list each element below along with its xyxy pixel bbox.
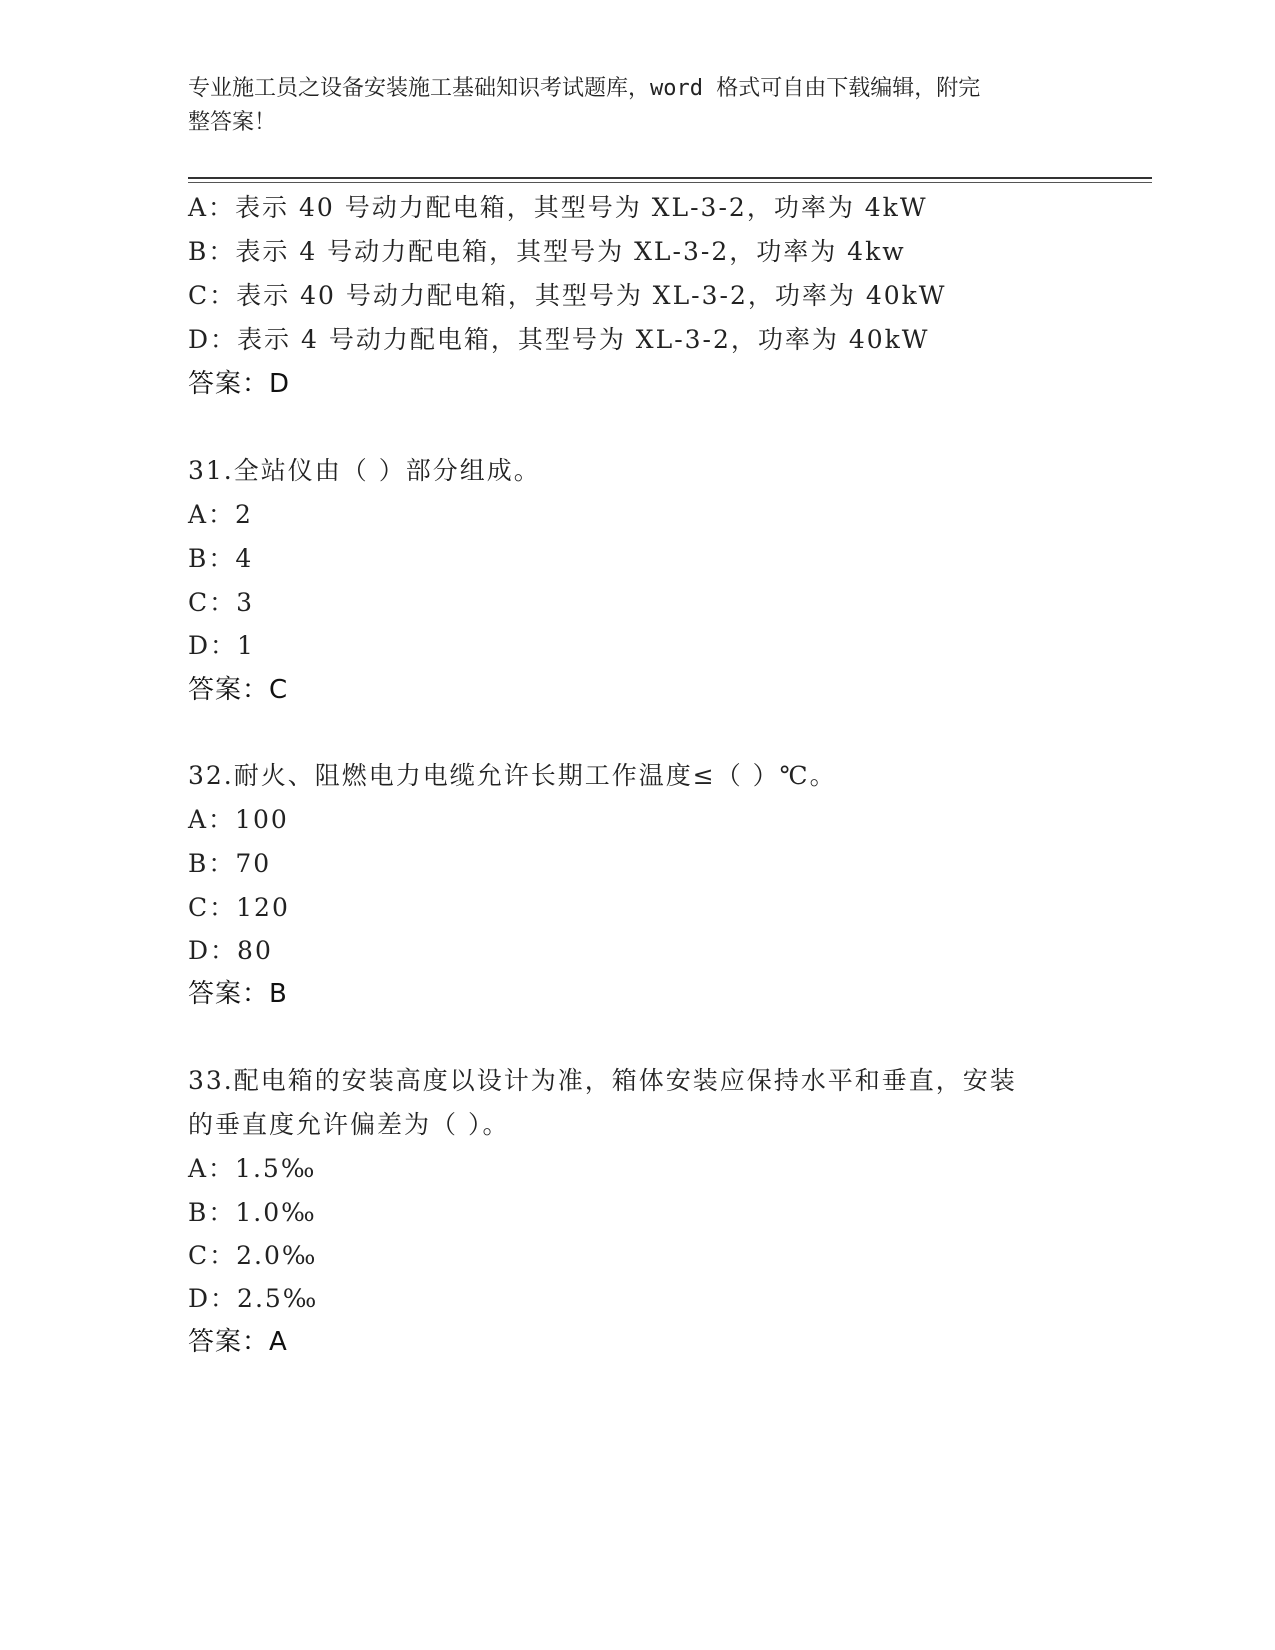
q33-option-c: C：2.0‰ (188, 1241, 318, 1270)
header-line-2: 整答案！ (188, 110, 277, 135)
q33-answer: 答案：A (188, 1327, 288, 1357)
q33-question-line-1: 33.配电箱的安装高度以设计为准，箱体安装应保持水平和垂直，安装 (188, 1066, 1017, 1095)
header-divider-thin (188, 182, 1152, 183)
q33-option-a: A：1.5‰ (188, 1154, 317, 1183)
q33-question-line-2: 的垂直度允许偏差为（ ）。 (188, 1110, 510, 1139)
q30-answer: 答案：D (188, 369, 291, 399)
q32-question: 32.耐火、阻燃电力电缆允许长期工作温度≤（ ）℃。 (188, 761, 837, 790)
q32-option-a: A：100 (188, 805, 289, 834)
q32-answer: 答案：B (188, 979, 288, 1009)
q31-option-a: A：2 (188, 500, 253, 529)
header-divider-thick (188, 177, 1152, 179)
header-line-1: 专业施工员之设备安装施工基础知识考试题库，word 格式可自由下载编辑，附完 (188, 76, 981, 101)
q30-option-d: D：表示 4 号动力配电箱，其型号为 XL-3-2，功率为 40kW (188, 325, 930, 354)
q31-option-b: B：4 (188, 544, 254, 573)
q30-option-a: A：表示 40 号动力配电箱，其型号为 XL-3-2，功率为 4kW (188, 193, 928, 222)
q30-option-c: C：表示 40 号动力配电箱，其型号为 XL-3-2，功率为 40kW (188, 281, 947, 310)
q31-option-c: C：3 (188, 588, 255, 617)
document-header (188, 72, 1088, 140)
q32-option-b: B：70 (188, 849, 272, 878)
q31-answer: 答案：C (188, 675, 289, 705)
q31-option-d: D：1 (188, 631, 255, 660)
q31-question: 31.全站仪由（ ）部分组成。 (188, 456, 541, 485)
q32-option-d: D：80 (188, 936, 273, 965)
q32-option-c: C：120 (188, 893, 290, 922)
q30-option-b: B：表示 4 号动力配电箱，其型号为 XL-3-2，功率为 4kw (188, 237, 906, 266)
q33-option-d: D：2.5‰ (188, 1284, 319, 1313)
q33-option-b: B：1.0‰ (188, 1198, 317, 1227)
